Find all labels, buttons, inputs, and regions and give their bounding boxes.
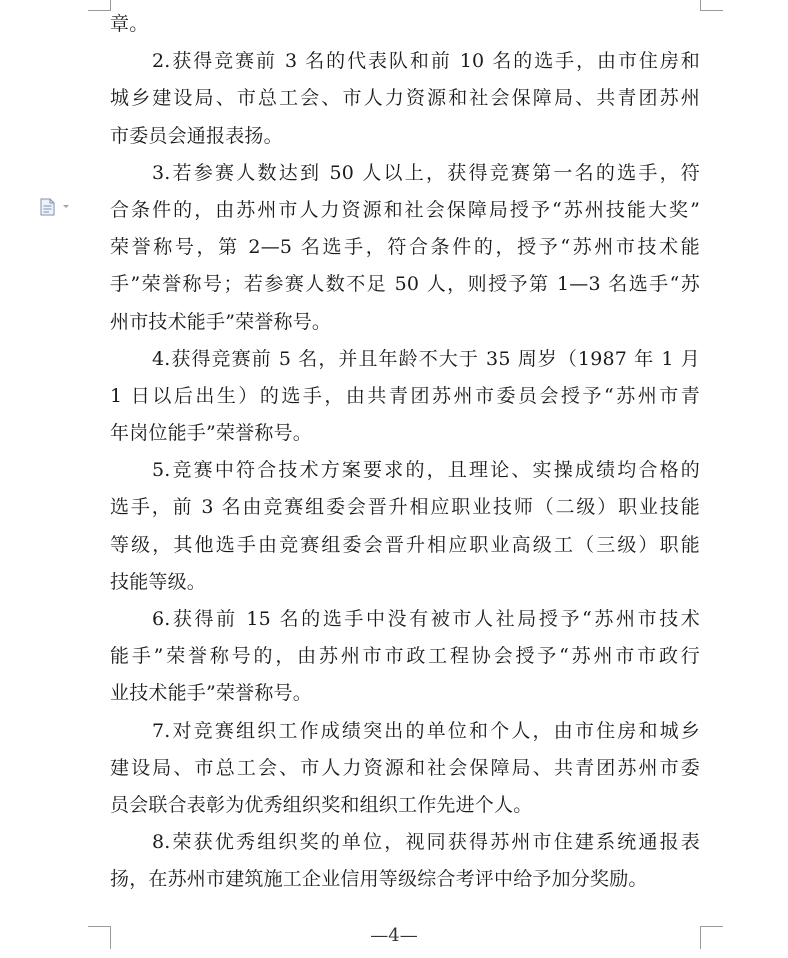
- paragraph-options-button[interactable]: [38, 198, 72, 216]
- document-body: [110, 6, 700, 899]
- paragraph-7-line-0: 8.荣获优秀组织奖的单位，视同获得苏州市住建系统通报表: [152, 831, 700, 854]
- document-paragraph-icon: [38, 198, 72, 216]
- paragraph-0-line-0: 章。: [110, 13, 149, 35]
- paragraph-6-line-0: 7.对竞赛组织工作成绩突出的单位和个人，由市住房和城乡: [152, 719, 700, 742]
- paragraph-3-line-1: 1 日以后出生）的选手，由共青团苏州市委员会授予“苏州市青: [110, 384, 700, 407]
- paragraph-4-line-2: 等级，其他选手由竞赛组委会晋升相应职业高级工（三级）职能: [110, 533, 700, 556]
- crop-mark-top-right: [700, 0, 723, 11]
- paragraph-1-line-0: 2.获得竞赛前 3 名的代表队和前 10 名的选手，由市住房和: [152, 50, 700, 73]
- paragraph-5-line-1: 能手”荣誉称号的，由苏州市市政工程协会授予“苏州市市政行: [110, 645, 700, 668]
- paragraph-2-line-1: 合条件的，由苏州市人力资源和社会保障局授予“苏州技能大奖”: [110, 198, 700, 221]
- paragraph-4-line-1: 选手，前 3 名由竞赛组委会晋升相应职业技师（二级）职业技能: [110, 496, 700, 519]
- caret-down-icon: [63, 205, 69, 208]
- page-number: —4—: [370, 925, 418, 946]
- paragraph-4-line-0: 5.竞赛中符合技术方案要求的，且理论、实操成绩均合格的: [152, 459, 700, 482]
- paragraph-2-line-0: 3.若参赛人数达到 50 人以上，获得竞赛第一名的选手，符: [152, 161, 700, 184]
- paragraph-5-line-0: 6.获得前 15 名的选手中没有被市人社局授予“苏州市技术: [152, 608, 700, 630]
- paragraph-6-line-2: 员会联合表彰为优秀组织奖和组织工作先进个人。: [110, 793, 533, 816]
- paragraph-4-line-3: 技能等级。: [110, 570, 207, 593]
- paragraph-1-line-2: 市委员会通报表扬。: [110, 124, 283, 147]
- paragraph-2-line-4: 州市技术能手”荣誉称号。: [110, 310, 332, 333]
- paragraph-6-line-1: 建设局、市总工会、市人力资源和社会保障局、共青团苏州市委: [110, 756, 700, 779]
- paragraph-3-line-0: 4.获得竞赛前 5 名，并且年龄不大于 35 周岁（1987 年 1 月: [152, 347, 700, 370]
- paragraph-2-line-2: 荣誉称号，第 2—5 名选手，符合条件的，授予“苏州市技术能: [110, 236, 700, 259]
- paragraph-7-line-1: 扬，在苏州市建筑施工企业信用等级综合考评中给予加分奖励。: [110, 868, 648, 891]
- crop-mark-top-left: [88, 0, 111, 11]
- paragraph-1-line-1: 城乡建设局、市总工会、市人力资源和社会保障局、共青团苏州: [110, 87, 700, 110]
- paragraph-5-line-2: 业技术能手”荣誉称号。: [110, 682, 312, 705]
- paragraph-2-line-3: 手”荣誉称号；若参赛人数不足 50 人，则授予第 1—3 名选手“苏: [110, 273, 700, 296]
- paragraph-3-line-2: 年岗位能手”荣誉称号。: [110, 422, 312, 445]
